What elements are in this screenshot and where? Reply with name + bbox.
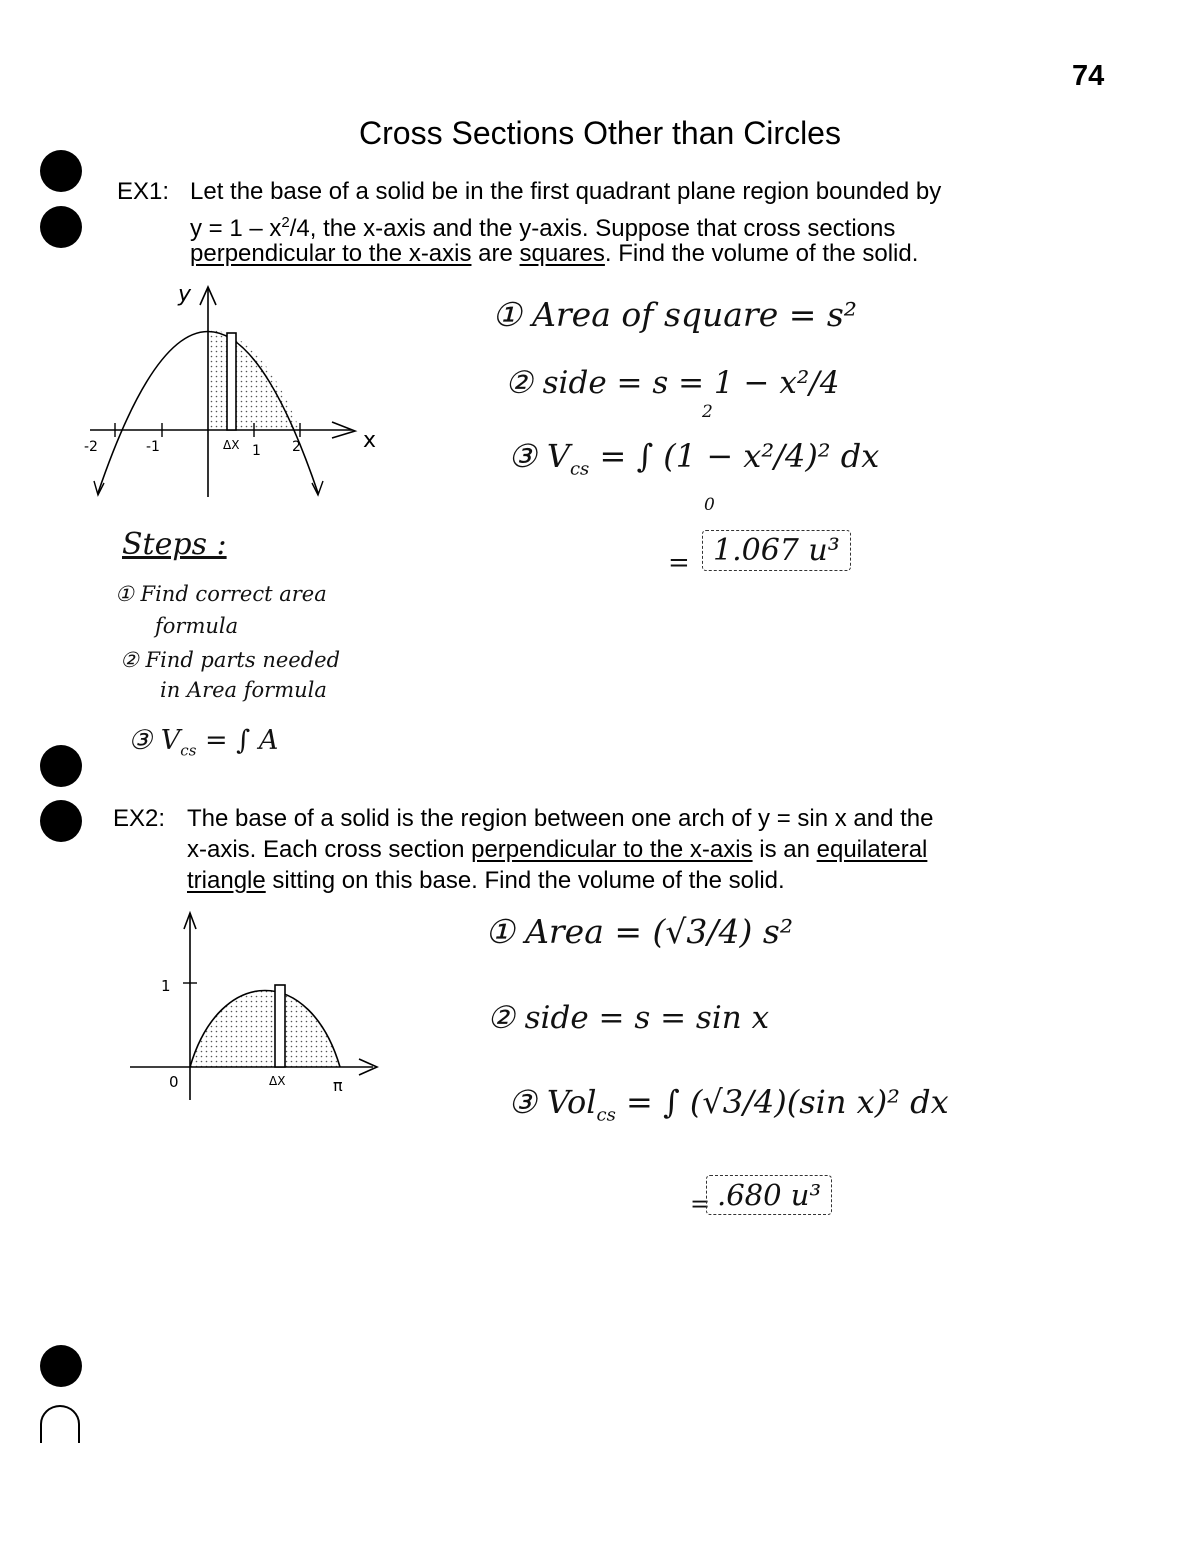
binder-hole-2 <box>40 206 82 248</box>
ex2-shaded-region <box>190 991 340 1068</box>
ex2-work-line1: ① Area = (√3/4) s² <box>485 912 794 951</box>
ex1-work-line1: ① Area of square = s² <box>492 295 858 334</box>
ex1-work-line3 <box>508 437 879 479</box>
ex1-dx-label: ΔX <box>223 438 240 452</box>
step3-v: ③ V <box>128 725 181 756</box>
ex2-origin-label: 0 <box>169 1073 179 1091</box>
ex1-line3-end: . Find the volume of the solid. <box>604 240 919 267</box>
step1-text-b: formula <box>155 614 239 638</box>
ex1-work3-sub: cs <box>569 458 590 480</box>
ex1-work3-v: ③ V <box>508 437 570 475</box>
ex1-shaded-region <box>208 330 300 430</box>
ex1-line3-mid: are <box>471 240 520 267</box>
ex1-x-label: x <box>363 428 377 453</box>
ex1-underline-squares: squares <box>519 240 605 267</box>
ex1-slice-rect <box>227 333 236 430</box>
ex2-work3-eq: = ∫ (√3/4)(sin x)² dx <box>615 1083 949 1121</box>
ex2-dx-label: ΔX <box>269 1074 286 1088</box>
ex2-text-line2 <box>187 834 927 865</box>
ex1-y-label: y <box>178 282 192 307</box>
step2-text-b: in Area formula <box>160 678 327 702</box>
ex2-underline-triangle: triangle <box>187 867 266 894</box>
binder-hole-5 <box>40 1345 82 1387</box>
ex1-tick-2: 2 <box>292 439 301 455</box>
ex1-parabola-graph <box>80 275 410 505</box>
ex2-underline-equilateral: equilateral <box>816 836 928 863</box>
ex2-slice-rect <box>275 985 285 1067</box>
ex1-integral-lower: 0 <box>704 495 715 515</box>
ex2-text-line1: The base of a solid is the region between one arch of y = sin x and the <box>187 805 934 832</box>
ex2-label: EX2: <box>113 805 166 832</box>
ex2-work3-sub: cs <box>596 1104 616 1126</box>
ex1-work3-eq: = ∫ (1 − x²/4)² dx <box>589 437 880 475</box>
ex1-tick-neg2: -2 <box>84 439 98 455</box>
ex2-work-line2: ② side = s = sin x <box>487 1000 770 1036</box>
ex2-line2-mid: is an <box>752 836 817 863</box>
ex1-label: EX1: <box>117 178 170 205</box>
ex1-tick-neg1: -1 <box>146 439 160 455</box>
ex2-pi-label: π <box>333 1076 343 1095</box>
ex1-work-line2: ② side = s = 1 − x²/4 <box>505 365 840 401</box>
ex2-answer-box: .680 u³ <box>706 1175 832 1215</box>
ex1-line2-exponent: 2 <box>281 214 290 231</box>
ex1-text-line1: Let the base of a solid be in the first quadrant plane region bounded by <box>190 178 942 205</box>
ex2-sine-graph <box>125 905 390 1100</box>
ex1-text-line3 <box>190 238 918 269</box>
step1-text: ① Find correct area <box>115 582 327 606</box>
ex1-integral-upper: 2 <box>702 402 713 422</box>
ex2-work3-vol: ③ Vol <box>508 1083 597 1121</box>
step3-end: = ∫ A <box>196 725 279 756</box>
ex2-line2-a: x-axis. Each cross section <box>187 836 472 863</box>
step3-sub: cs <box>180 741 197 760</box>
ex1-underline-perpendicular: perpendicular to the x-axis <box>190 240 472 267</box>
ex1-line2-b: /4, the x-axis and the y-axis. Suppose that cross sections <box>289 215 896 242</box>
page-title: Cross Sections Other than Circles <box>359 115 841 151</box>
binder-hole-1 <box>40 150 82 192</box>
ex1-answer-eq: = <box>668 548 690 578</box>
ex2-text-line3 <box>187 865 785 896</box>
ex2-answer-eq: = <box>690 1190 711 1218</box>
ex1-line2-a: y = 1 – x <box>190 215 282 242</box>
ex2-line3-end: sitting on this base. Find the volume of the solid. <box>265 867 785 894</box>
step2-text: ② Find parts needed <box>120 648 341 672</box>
ex1-tick-1: 1 <box>252 443 261 459</box>
binder-hole-3 <box>40 745 82 787</box>
steps-title: Steps : <box>122 527 227 562</box>
ex2-underline-perpendicular: perpendicular to the x-axis <box>471 836 753 863</box>
binder-hole-outline <box>40 1405 80 1443</box>
ex2-work-line3 <box>508 1083 949 1125</box>
binder-hole-4 <box>40 800 82 842</box>
page-number: 74 <box>1072 60 1105 92</box>
ex1-answer-box: 1.067 u³ <box>702 530 851 571</box>
step3-text <box>128 725 278 759</box>
ex2-y-tick: 1 <box>161 977 171 995</box>
